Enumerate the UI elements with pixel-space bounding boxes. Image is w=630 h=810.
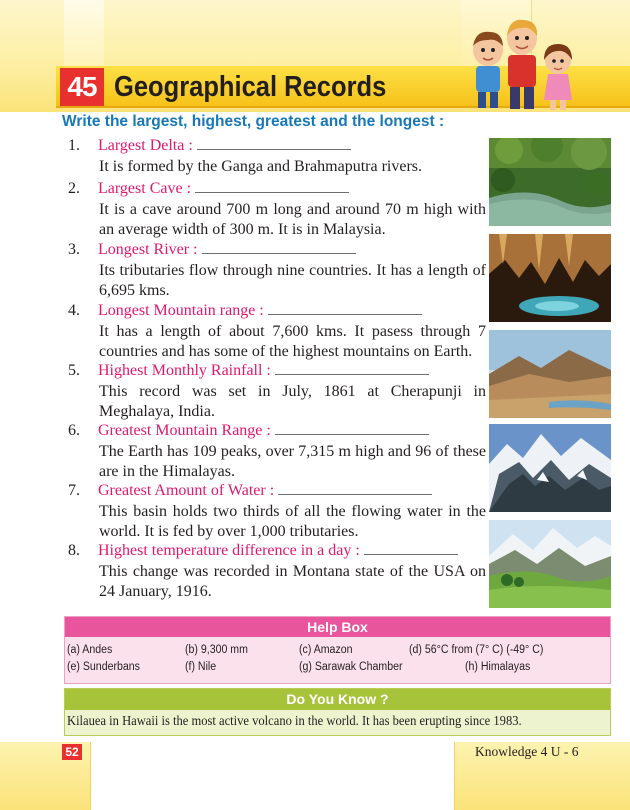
- question-number: 3.: [68, 241, 80, 258]
- question-number: 1.: [68, 137, 80, 154]
- help-item: (g) Sarawak Chamber: [299, 661, 403, 673]
- question-item: [68, 179, 486, 239]
- question-item: [68, 421, 486, 481]
- answer-blank[interactable]: [197, 136, 351, 150]
- question-number: 2.: [68, 180, 80, 197]
- answer-blank[interactable]: [364, 541, 458, 555]
- question-number: 6.: [68, 422, 80, 439]
- answer-blank[interactable]: [268, 301, 422, 315]
- children-illustration: [462, 8, 582, 112]
- mountain-range-photo: [489, 330, 611, 418]
- question-label: Greatest Amount of Water :: [98, 482, 275, 499]
- footer-decoration: [90, 742, 455, 810]
- question-label: Largest Cave :: [98, 180, 192, 197]
- question-description: It is formed by the Ganga and Brahmaputra rivers.: [99, 158, 423, 175]
- page-title: Geographical Records: [114, 71, 387, 103]
- help-item: (c) Amazon: [299, 644, 353, 656]
- delta-photo: [489, 138, 611, 226]
- question-description: Its tributaries flow through nine countries. It has a length of 6,695 kms.: [99, 262, 486, 299]
- help-item: (a) Andes: [67, 644, 113, 656]
- question-description: It has a length of about 7,600 kms. It pasess through 7 countries and has some of the highest mountains on Earth.: [99, 323, 486, 360]
- answer-blank[interactable]: [278, 481, 432, 495]
- header-decoration: [64, 0, 104, 66]
- question-number: 4.: [68, 302, 80, 319]
- question-item: [68, 136, 486, 177]
- question-number: 7.: [68, 482, 80, 499]
- help-item: (b) 9,300 mm: [185, 644, 248, 656]
- question-label: Highest temperature difference in a day :: [98, 542, 360, 559]
- question-label: Longest Mountain range :: [98, 302, 264, 319]
- help-item: (f) Nile: [185, 661, 217, 673]
- do-you-know-title: Do You Know ?: [286, 691, 389, 707]
- question-label: Greatest Mountain Range :: [98, 422, 271, 439]
- cave-photo: [489, 234, 611, 322]
- help-box: [64, 616, 611, 684]
- valley-photo: [489, 520, 611, 608]
- answer-blank[interactable]: [202, 240, 356, 254]
- page-number: 52: [62, 744, 82, 760]
- help-item: (d) 56°C from (7° C) (-49° C): [409, 644, 544, 656]
- question-item: [68, 541, 486, 601]
- question-item: [68, 481, 486, 541]
- question-number: 8.: [68, 542, 80, 559]
- question-number: 5.: [68, 362, 80, 379]
- answer-blank[interactable]: [195, 179, 349, 193]
- question-item: [68, 361, 486, 421]
- instruction: Write the largest, highest, greatest and the longest :: [62, 113, 445, 130]
- question-description: This basin holds two thirds of all the flowing water in the world. It is fed by over 1,000 tributaries.: [99, 503, 486, 540]
- question-item: [68, 301, 486, 361]
- answer-blank[interactable]: [275, 421, 429, 435]
- chapter-number: 45: [60, 68, 104, 106]
- question-description: This change was recorded in Montana state of the USA on 24 January, 1916.: [99, 563, 486, 600]
- answer-blank[interactable]: [275, 361, 429, 375]
- question-description: This record was set in July, 1861 at Cherapunji in Meghalaya, India.: [99, 383, 486, 420]
- help-item: (e) Sunderbans: [67, 661, 140, 673]
- do-you-know-text: Kilauea in Hawaii is the most active volcano in the world. It has been erupting since 1983.: [67, 713, 522, 728]
- question-description: The Earth has 109 peaks, over 7,315 m high and 96 of these are in the Himalayas.: [99, 443, 486, 480]
- question-item: [68, 240, 486, 300]
- question-label: Largest Delta :: [98, 137, 193, 154]
- snowy-peaks-photo: [489, 424, 611, 512]
- book-name: Knowledge 4 U - 6: [475, 744, 579, 759]
- help-item: (h) Himalayas: [465, 661, 531, 673]
- question-description: It is a cave around 700 m long and around 70 m high with an average width of 300 m. It is in Malaysia.: [99, 201, 486, 238]
- question-label: Longest River :: [98, 241, 198, 258]
- help-box-title: Help Box: [307, 619, 368, 635]
- do-you-know-box: [64, 688, 611, 736]
- question-label: Highest Monthly Rainfall :: [98, 362, 271, 379]
